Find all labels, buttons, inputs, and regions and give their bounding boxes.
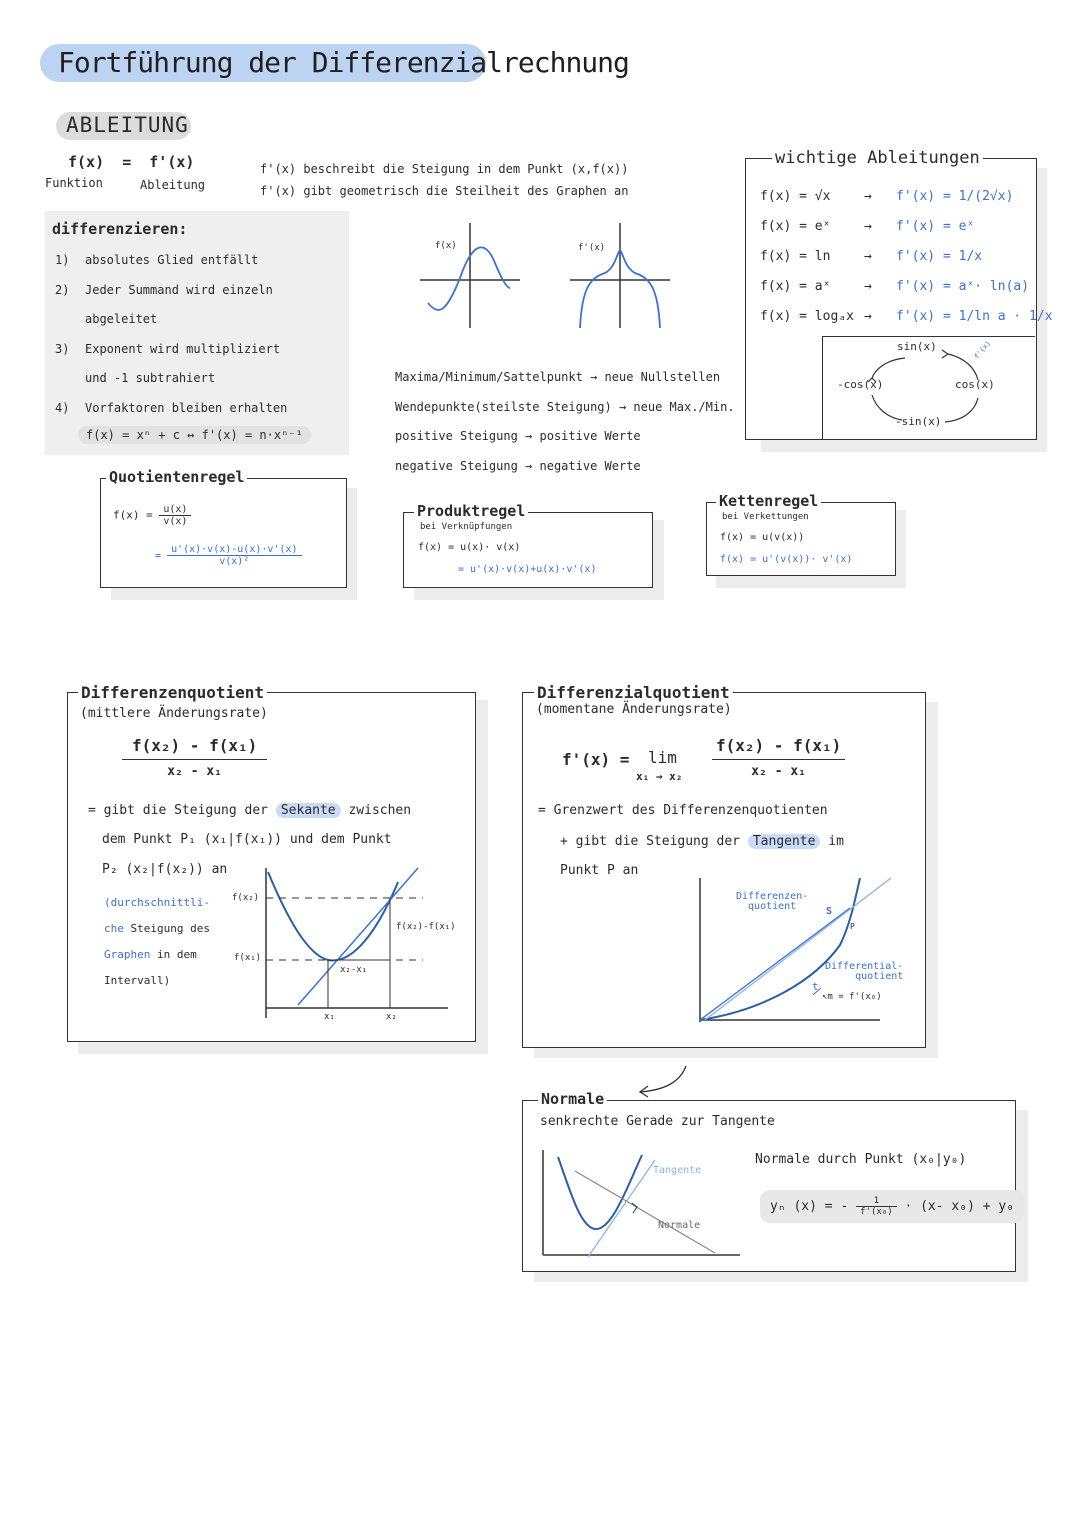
differenzenquotient-formula: $\frac{\text{f(x₂) - f(x₁)}}{\text{x₂ - x₁}}$ <box>122 736 267 779</box>
wichtige-ableitungen-heading: wichtige Ableitungen <box>772 148 983 168</box>
dq-line-3: P₂ (x₂|f(x₂)) an <box>102 862 228 877</box>
graph-label-fx1: f(x₁) <box>234 953 262 963</box>
kettenregel-line-1: f(x) = u(v(x)) <box>720 532 805 543</box>
differenzialquotient-sub: (momentane Änderungsrate) <box>536 702 732 717</box>
table-row: f(x) = logₐx → f'(x) = 1/ln a · 1/x <box>760 309 1053 324</box>
normale-point: Normale durch Punkt (x₀|y₀) <box>755 1152 967 1167</box>
differenzieren-heading: differenzieren: <box>52 220 188 238</box>
quotientenregel-heading: Quotientenregel <box>106 468 247 486</box>
list-item: 4) Vorfaktoren bleiben erhalten <box>55 400 288 415</box>
list-item: 3) Exponent wird multipliziert <box>55 341 281 356</box>
graph-label-normale: Normale <box>658 1220 701 1231</box>
kettenregel-line-2: f(x) = u'(v(x))· v'(x) <box>720 554 853 565</box>
differenzenquotient-sub: (mittlere Änderungsrate) <box>80 706 268 721</box>
graph-label-p: P <box>850 922 855 931</box>
normale-sub: senkrechte Gerade zur Tangente <box>540 1114 775 1129</box>
list-item: positive Steigung → positive Werte <box>395 429 641 443</box>
differenzialquotient-heading: Differenzialquotient <box>534 683 733 702</box>
graph-label-t: t <box>812 980 819 993</box>
relations-list <box>395 363 735 481</box>
dfq-line-2: + gibt die Steigung der Tangente im <box>560 834 844 849</box>
cycle-minus-cos: -cos(x) <box>837 378 884 391</box>
graph-label-x1: x₁ <box>324 1012 335 1022</box>
graph-label-fx2: f(x₂) <box>232 893 260 903</box>
graph-label-fp: f'(x) <box>578 243 606 253</box>
graph-label-differenzenquotient: Differenzen- quotient <box>736 891 809 912</box>
quotient-f: f(x) = $\frac{u(x)}{v(x)}$ <box>113 504 191 527</box>
dfq-fp: f'(x) = <box>562 750 630 769</box>
list-item: abgeleitet <box>85 312 158 326</box>
intro-line-2: f'(x) gibt geometrisch die Steilheit des Graphen an <box>260 184 629 198</box>
dq-line-2: dem Punkt P₁ (x₁|f(x₁)) und dem Punkt <box>102 832 392 847</box>
dfq-line-3: Punkt P an <box>560 863 639 878</box>
cycle-minus-sin: -sin(x) <box>895 415 942 428</box>
produktregel-heading: Produktregel <box>414 502 528 520</box>
table-row: f(x) = eˣ → f'(x) = eˣ <box>760 219 975 234</box>
cycle-cos: cos(x) <box>955 378 995 391</box>
graph-label-s: S <box>826 906 833 917</box>
power-rule-formula: f(x) = xⁿ + c ↔ f'(x) = n·xⁿ⁻¹ <box>78 426 311 444</box>
graph-label-differentialquotient: Differential- quotient <box>825 961 904 982</box>
cycle-arrow-label: f'(x) <box>972 339 993 361</box>
dfq-lim: lim <box>648 748 677 767</box>
differenzieren-list <box>55 246 287 423</box>
graph-label-diff: f(x₂)-f(x₁) <box>396 922 456 932</box>
page-title: Fortführung der Differenzialrechnung <box>58 46 629 79</box>
cycle-sin: sin(x) <box>897 340 937 353</box>
produktregel-line-1: f(x) = u(x)· v(x) <box>418 542 521 553</box>
intro-fx: f(x) = f'(x) <box>68 153 195 171</box>
dfq-lim-sub: x₁ → x₂ <box>636 770 683 783</box>
list-item: Wendepunkte(steilste Steigung) → neue Max./Min. <box>395 399 735 414</box>
graph-label-x2: x₂ <box>386 1012 397 1022</box>
graph-label-m: ↖m = f'(x₀) <box>822 992 882 1002</box>
normale-formula: yₙ (x) = - $\frac{1}{\text{f'(x₀)}}$ · (x- x₀) + y₀ <box>760 1190 1024 1223</box>
dfq-line-1: = Grenzwert des Differenzenquotienten <box>538 803 828 818</box>
kettenregel-sub: bei Verkettungen <box>722 512 809 522</box>
tangente-highlight: Tangente <box>748 834 821 849</box>
list-item: 1) absolutes Glied entfällt <box>55 253 259 267</box>
produktregel-sub: bei Verknüpfungen <box>420 522 513 532</box>
differenzenquotient-heading: Differenzenquotient <box>78 683 267 702</box>
quotientenregel-box <box>100 478 347 588</box>
ableitungen-table <box>760 182 1053 332</box>
graph-label-xdiff: x₂-x₁ <box>340 965 368 975</box>
dfq-fraction: $\frac{\text{f(x₂) - f(x₁)}}{\text{x₂ - x₁}}$ <box>712 736 845 779</box>
table-row: f(x) = √x → f'(x) = 1/(2√x) <box>760 189 1014 204</box>
graph-label-tangente: Tangente <box>653 1165 702 1176</box>
produktregel-line-2: = u'(x)·v(x)+u(x)·v'(x) <box>458 564 597 575</box>
table-row: f(x) = ln → f'(x) = 1/x <box>760 249 983 264</box>
sekante-graph <box>258 860 458 1020</box>
list-item: Maxima/Minimum/Sattelpunkt → neue Nullstellen <box>395 370 721 384</box>
section-heading-ableitung: ABLEITUNG <box>66 113 189 137</box>
dq-line-1: = gibt die Steigung der Sekante zwischen <box>88 803 412 818</box>
function-graphs <box>410 218 670 333</box>
quotient-result: = $\frac{u'(x)\cdot v(x)-u(x)\cdot v'(x)}{\text{v(x)²}}$ <box>155 544 302 567</box>
list-item: 2) Jeder Summand wird einzeln <box>55 282 273 297</box>
intro-ableitung-label: Ableitung <box>140 178 206 192</box>
list-item: negative Steigung → negative Werte <box>395 458 641 473</box>
normale-graph <box>540 1145 750 1260</box>
dq-note: (durchschnittli- che Steigung des Graphen in dem Intervall) <box>104 896 210 987</box>
graph-label-f: f(x) <box>435 241 457 251</box>
intro-line-1: f'(x) beschreibt die Steigung in dem Punkt (x,f(x)) <box>260 162 629 176</box>
sekante-highlight: Sekante <box>276 803 341 818</box>
kettenregel-heading: Kettenregel <box>716 492 821 510</box>
normale-heading: Normale <box>538 1090 607 1108</box>
curved-arrow <box>630 1062 700 1102</box>
intro-funktion-label: Funktion <box>45 176 103 190</box>
table-row: f(x) = aˣ → f'(x) = aˣ· ln(a) <box>760 279 1030 294</box>
list-item: und -1 subtrahiert <box>85 371 216 385</box>
